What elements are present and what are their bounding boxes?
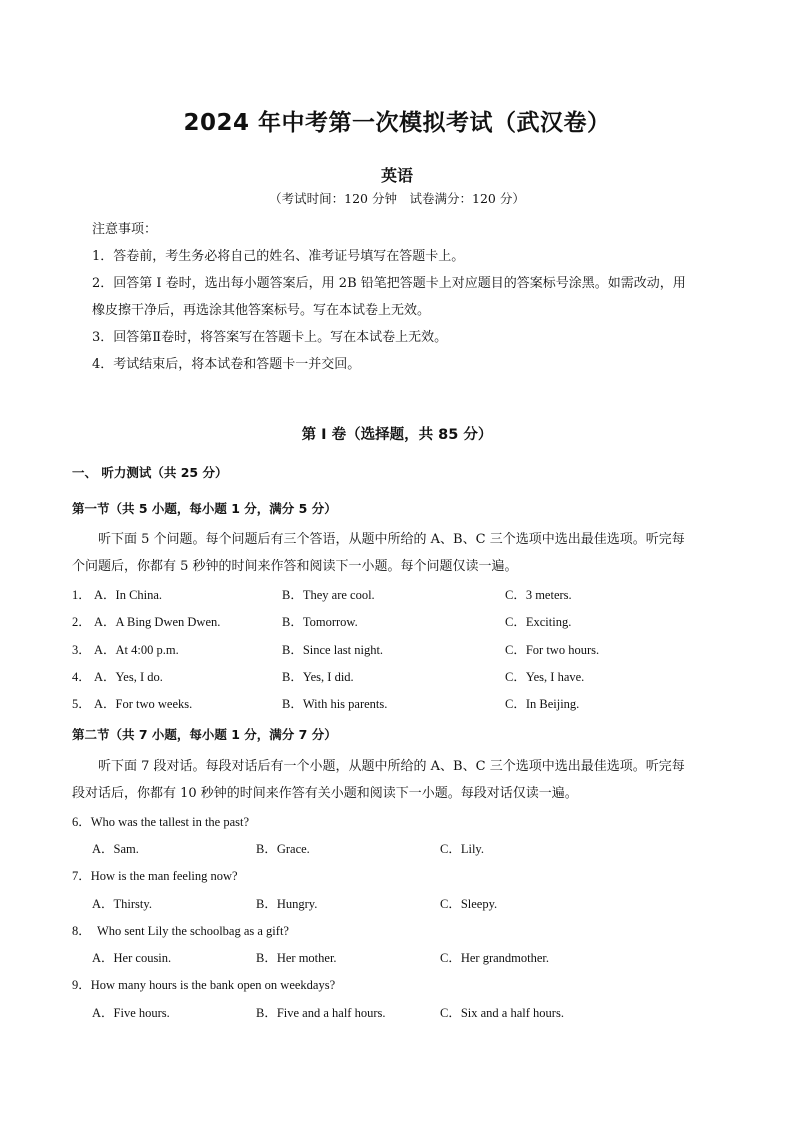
exam-info: （考试时间：120 分钟 试卷满分：120 分） [269,191,525,206]
option-a: A．Yes, I do. [94,670,163,684]
option-a: A．In China. [94,588,163,602]
q6-option-a: A．Sam. [92,842,139,856]
instruction-line: 听下面 5 个问题。每个问题后有三个答语，从题中所给的 A、B、C 三个选项中选出最佳选项。听完每 [98,532,685,547]
option-c: C．For two hours. [505,643,600,657]
q6-option-b: B．Grace. [256,842,310,856]
note-item-2: 2．回答第 I 卷时，选出每小题答案后，用 2B 铅笔把答题卡上对应题目的答案标号涂黑。如需改动，用 [92,276,686,291]
notes-heading: 注意事项： [92,222,158,237]
listening-section-title: 一、 听力测试（共 25 分） [72,465,228,480]
question-stem-8: 8． Who sent Lily the schoolbag as a gift? [72,924,289,938]
q6-option-c: C．Lily. [440,842,484,856]
q8-option-a: A．Her cousin. [92,951,172,965]
q9-option-c: C．Six and a half hours. [440,1006,564,1020]
instruction-line: 个问题后，你都有 5 秒钟的时间来作答和阅读下一小题。每个问题仅读一遍。 [72,559,518,574]
option-a: A．A Bing Dwen Dwen. [94,615,221,629]
question-number: 5． [72,697,91,711]
question-number: 3． [72,643,91,657]
option-b: B．Since last night. [282,643,384,657]
q9-option-a: A．Five hours. [92,1006,170,1020]
question-number: 2． [72,615,91,629]
sub-section-2-title: 第二节（共 7 小题，每小题 1 分，满分 7 分） [72,727,337,742]
q8-option-c: C．Her grandmother. [440,951,550,965]
option-c: C．In Beijing. [505,697,580,711]
option-a: A．For two weeks. [94,697,193,711]
notes-block [92,216,732,378]
note-item-1: 1．答卷前，考生务必将自己的姓名、准考证号填写在答题卡上。 [92,249,465,264]
option-a: A．At 4:00 p.m. [94,643,179,657]
option-c: C．Exciting. [505,615,572,629]
note-item-3: 3．回答第Ⅱ卷时，将答案写在答题卡上。写在本试卷上无效。 [92,330,448,345]
question-number: 1． [72,588,91,602]
sub-section-1-title: 第一节（共 5 小题，每小题 1 分，满分 5 分） [72,501,337,516]
exam-title: 2024 年中考第一次模拟考试（武汉卷） [183,110,611,136]
q8-option-b: B．Her mother. [256,951,337,965]
note-item-2-continued: 橡皮擦干净后，再选涂其他答案标号。写在本试卷上无效。 [92,303,431,318]
option-b: B．With his parents. [282,697,388,711]
option-c: C．3 meters. [505,588,572,602]
option-b: B．They are cool. [282,588,375,602]
q9-option-b: B．Five and a half hours. [256,1006,386,1020]
question-number: 4． [72,670,91,684]
subject-title: 英语 [380,166,413,185]
question-stem-9: 9．How many hours is the bank open on weekdays? [72,978,336,992]
option-b: B．Yes, I did. [282,670,354,684]
q7-option-b: B．Hungry. [256,897,318,911]
instruction-line: 段对话后，你都有 10 秒钟的时间来作答有关小题和阅读下一小题。每段对话仅读一遍。 [72,786,578,801]
question-stem-6: 6．Who was the tallest in the past? [72,815,250,829]
question-stem-7: 7．How is the man feeling now? [72,869,238,883]
option-b: B．Tomorrow. [282,615,358,629]
q7-option-c: C．Sleepy. [440,897,498,911]
note-item-4: 4．考试结束后，将本试卷和答题卡一并交回。 [92,357,361,372]
option-c: C．Yes, I have. [505,670,585,684]
instruction-line: 听下面 7 段对话。每段对话后有一个小题，从题中所给的 A、B、C 三个选项中选出最佳选项。听完每 [98,759,685,774]
sub-section-2-instructions [72,753,724,807]
part-one-title: 第 I 卷（选择题，共 85 分） [301,427,493,443]
q7-option-a: A．Thirsty. [92,897,152,911]
sub-section-1-instructions [72,526,724,580]
